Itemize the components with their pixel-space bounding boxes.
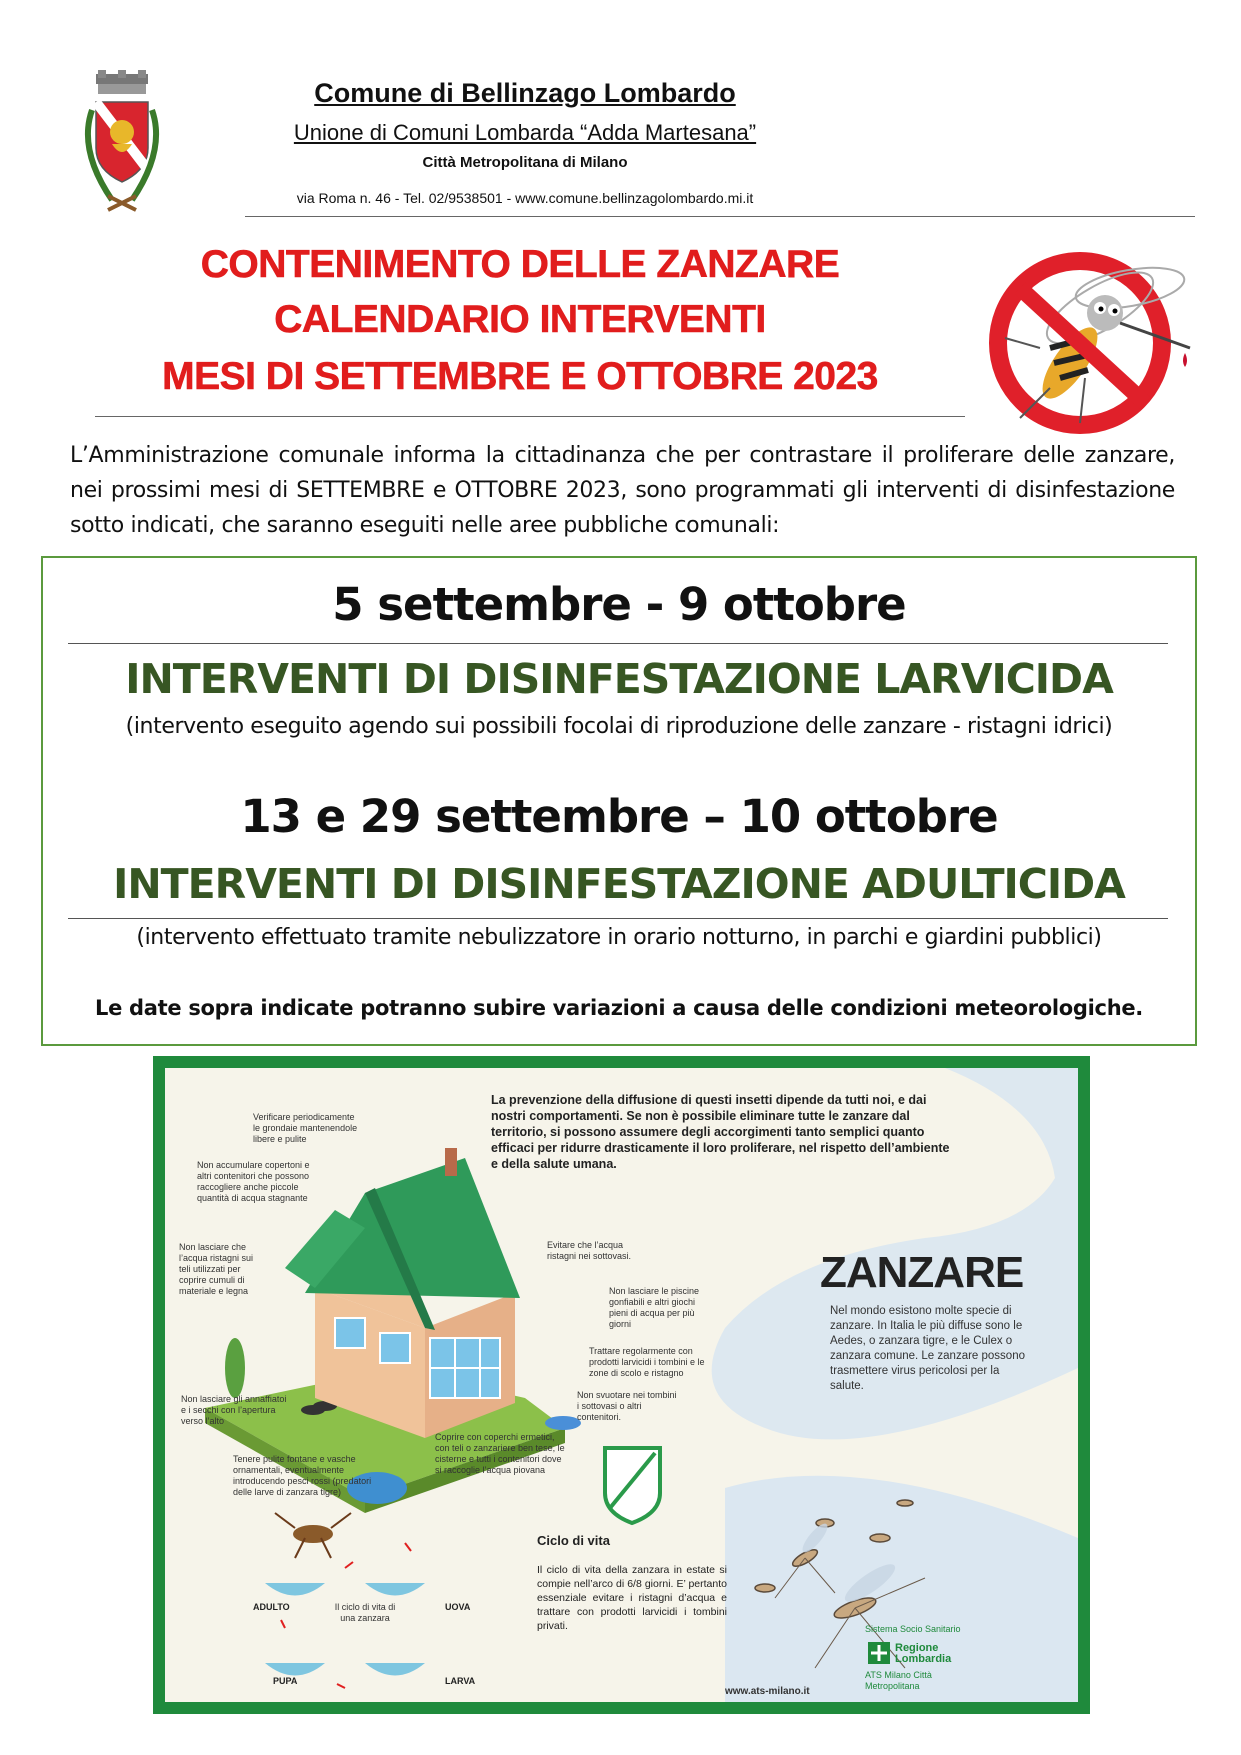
stage-uova: UOVA	[445, 1602, 471, 1612]
no-mosquito-icon	[980, 228, 1205, 438]
poster-intro: La prevenzione della diffusione di questi insetti dipende da tutti noi, e dai nostri comportamenti. Se non è possibile eliminare tutte le zanzare dal territorio, si possono assumere degli accorgimenti tanto semplici quanto efficaci per ridurre drasticamente il loro proliferare, nel rispetto dell’ambiente e della salute umana.	[491, 1093, 950, 1171]
stage-pupa: PUPA	[273, 1676, 298, 1686]
weather-notice: Le date sopra indicate potranno subire variazioni a causa delle condizioni meteorologiche.	[95, 996, 1143, 1020]
municipality-union: Unione di Comuni Lombarda “Adda Martesana”	[293, 120, 757, 145]
ats-system: Sistema Socio Sanitario	[865, 1624, 961, 1634]
title-line-3: MESI DI SETTEMBRE E OTTOBRE 2023	[162, 355, 878, 398]
header-divider	[245, 216, 1195, 217]
stage-larva: LARVA	[445, 1676, 476, 1686]
poster-note-4: Non lasciare gli annaffiatoi e i secchi con l’apertura verso l’alto	[181, 1394, 287, 1426]
metro-city: Città Metropolitana di Milano	[422, 154, 628, 171]
poster-url: www.ats-milano.it	[725, 1686, 810, 1697]
stage-adulto: ADULTO	[253, 1602, 290, 1612]
poster-note-10: Coprire con coperchi ermetici, con teli o zanzariere ben tese, le cisterne e tutti i contenitori dove si raccoglie l’acqua piovana	[435, 1432, 565, 1475]
poster-panel	[165, 1068, 1078, 1702]
poster-title: ZANZARE	[820, 1248, 1024, 1297]
schedule-type-2: INTERVENTI DI DISINFESTAZIONE ADULTICIDA	[113, 860, 1125, 908]
ats-city: ATS Milano Città Metropolitana	[865, 1670, 932, 1691]
ats-region: Regione Lombardia	[895, 1642, 952, 1665]
contacts-line: via Roma n. 46 - Tel. 02/9538501 - www.comune.bellinzagolombardo.mi.it	[296, 190, 754, 206]
life-cycle-title: Ciclo di vita	[537, 1533, 610, 1548]
poster-note-9: Non svuotare nei tombini i sottovasi o altri contenitori.	[577, 1390, 677, 1422]
poster-description: Nel mondo esistono molte specie di zanzare. In Italia le più diffuse sono le Aedes, o zanzara tigre, e le Culex o zanzara comune. Le zanzare possono trasmettere virus pericolosi per la salute.	[830, 1305, 1025, 1392]
prevention-poster	[153, 1056, 1090, 1714]
schedule-dates-1: 5 settembre - 9 ottobre	[332, 578, 906, 631]
municipal-crest-icon	[72, 70, 172, 220]
schedule-type-1: INTERVENTI DI DISINFESTAZIONE LARVICIDA	[125, 655, 1113, 703]
poster-note-2: Non accumulare copertoni e altri contenitori che possono raccogliere anche piccole quantità di acqua stagnante	[197, 1160, 310, 1203]
municipality-name: Comune di Bellinzago Lombardo	[314, 78, 736, 108]
schedule-divider-2	[68, 918, 1168, 919]
life-cycle-text: Il ciclo di vita della zanzara in estate si compie nell’arco di 6/8 giorni. E’ pertanto essenziale evitare i ristagni d’acqua e trattare con prodotti larvicidi i tombini privati.	[537, 1564, 727, 1632]
schedule-divider-1	[68, 643, 1168, 644]
intro-paragraph: L’Amministrazione comunale informa la cittadinanza che per contrastare il proliferare delle zanzare, nei prossimi mesi di SETTEMBRE e OTTOBRE 2023, sono programmati gli interventi di disinfestazione sotto indicati, che saranno eseguiti nelle aree pubbliche comunali:	[70, 443, 1175, 538]
schedule-note-2: (intervento effettuato tramite nebulizzatore in orario notturno, in parchi e giardini pubblici)	[136, 925, 1102, 950]
poster-note-1: Verificare periodicamente le grondaie mantenendole libere e pulite	[253, 1112, 358, 1144]
poster-note-3: Non lasciare che l’acqua ristagni sui teli utilizzati per coprire cumuli di materiale e legna	[179, 1242, 254, 1296]
life-cycle-center: Il ciclo di vita di una zanzara	[334, 1602, 396, 1623]
title-line-2: CALENDARIO INTERVENTI	[274, 298, 766, 341]
poster-note-5: Tenere pulite fontane e vasche ornamentali, eventualmente introducendo pesci rossi (predatori delle larve di zanzara tigre)	[233, 1454, 372, 1497]
title-line-1: CONTENIMENTO DELLE ZANZARE	[200, 243, 840, 286]
schedule-dates-2: 13 e 29 settembre – 10 ottobre	[240, 790, 998, 843]
poster-note-7: Non lasciare le piscine gonfiabili e altri giochi pieni di acqua per più giorni	[609, 1286, 700, 1329]
poster-note-6: Evitare che l’acqua ristagni nei sottovasi.	[547, 1240, 632, 1261]
title-divider	[95, 416, 965, 417]
poster-note-8: Trattare regolarmente con prodotti larvicidi i tombini e le zone di scolo e ristagno	[589, 1346, 705, 1378]
schedule-note-1: (intervento eseguito agendo sui possibili focolai di riproduzione delle zanzare - ristagni idrici)	[125, 714, 1113, 739]
